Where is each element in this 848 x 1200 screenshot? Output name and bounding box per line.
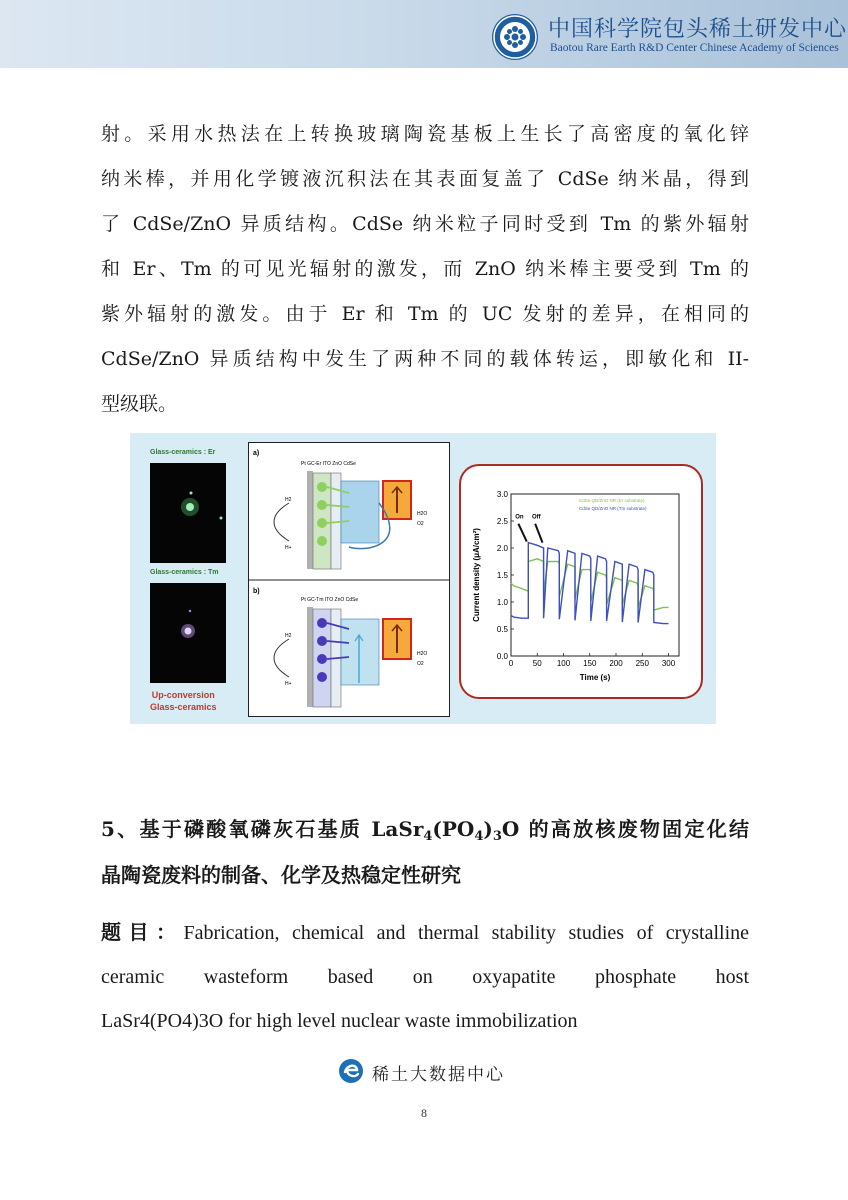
org-name-cn: 中国科学院包头稀土研发中心 <box>548 17 848 42</box>
x-tick-label: 200 <box>609 659 623 668</box>
y-tick-label: 1.0 <box>496 598 508 607</box>
title-line-1: 题目：Fabrication, chemical and thermal stability studies of crystalline <box>101 920 750 944</box>
er-photo <box>150 463 226 563</box>
y-tick-label: 2.5 <box>496 517 508 526</box>
arrow-off <box>535 524 542 543</box>
section-heading <box>101 808 749 896</box>
o2-label-a: O2 <box>417 521 424 527</box>
paragraph-line: 和 Er、Tm 的可见光辐射的激发，而 ZnO 纳米棒主要受到 Tm 的 <box>101 258 749 280</box>
y-tick-label: 2.0 <box>496 544 508 553</box>
x-tick-label: 300 <box>661 659 676 668</box>
x-tick-label: 100 <box>556 659 571 668</box>
label-glass-er: Glass-ceramics : Er <box>150 449 216 456</box>
y-tick-label: 1.5 <box>496 571 508 580</box>
cas-logo-icon <box>492 14 538 60</box>
page-number: 8 <box>421 1106 427 1120</box>
figure <box>130 433 716 724</box>
paragraph-line: 紫外辐射的激发。由于 Er 和 Tm 的 UC 发射的差异，在相同的 <box>101 303 749 325</box>
paragraph-line: 型级联。 <box>101 393 178 415</box>
title-line-2: ceramic wasteform based on oxyapatite phosphate host <box>101 966 749 988</box>
annotation-off: Off <box>532 514 541 521</box>
paragraph-line: CdSe/ZnO 异质结构中发生了两种不同的载体转运，即敏化和 II- <box>101 348 749 370</box>
hplus-label-b: H+ <box>285 681 292 687</box>
legend-entry-1: CdSe QD/ZnO NR (Er substrate) <box>579 498 645 503</box>
y-tick-label: 0.0 <box>496 652 508 661</box>
layers-a-label: Pt GC-Er ITO ZnO CdSe <box>301 461 356 467</box>
series-line-2 <box>511 543 669 624</box>
x-tick-label: 250 <box>635 659 649 668</box>
current-density-chart <box>461 466 701 697</box>
legend-entry-2: CdSe QD/ZnO NR (Tm substrate) <box>579 506 647 511</box>
x-tick-label: 150 <box>583 659 597 668</box>
page-header <box>0 0 848 68</box>
glass-ceramics-caption: Up-conversion Glass-ceramics <box>150 690 217 712</box>
org-name-en: Baotou Rare Earth R&D Center Chinese Academy of Sciences <box>550 42 839 54</box>
h2o-label-b: H2O <box>417 651 428 657</box>
y-axis-label: Current density (μA/cm²) <box>472 528 481 622</box>
schematic-panel <box>248 442 450 717</box>
label-glass-tm: Glass-ceramics : Tm <box>150 569 219 576</box>
series-line-1 <box>511 559 669 610</box>
x-axis-label: Time (s) <box>579 673 611 682</box>
heading-line-2: 晶陶瓷废料的制备、化学及热稳定性研究 <box>101 863 461 887</box>
paragraph-line: 射。采用水热法在上转换玻璃陶瓷基板上生长了高密度的氧化锌 <box>101 123 749 145</box>
footer-text: 稀土大数据中心 <box>372 1065 505 1085</box>
heading-line-1: 5、基于磷酸氧磷灰石基质 $LaSr_4(PO_4)_3O$ 的高放核废物固定化结 <box>101 817 749 844</box>
y-tick-label: 3.0 <box>496 490 508 499</box>
layers-b-label: Pt GC-Tm ITO ZnO CdSe <box>301 597 359 603</box>
x-tick-label: 50 <box>532 659 542 668</box>
h2-label-a: H2 <box>285 497 292 503</box>
annotation-on: On <box>515 514 524 521</box>
body-paragraph <box>101 112 749 427</box>
paragraph-line: 了 CdSe/ZnO 异质结构。CdSe 纳米粒子同时受到 Tm 的紫外辐射 <box>101 213 749 235</box>
arrow-on <box>518 524 526 542</box>
y-tick-label: 0.5 <box>496 625 508 634</box>
title-line-3: LaSr4(PO4)3O for high level nuclear waste immobilization <box>101 1010 578 1032</box>
h2-label-b: H2 <box>285 633 292 639</box>
o2-label-b: O2 <box>417 661 424 667</box>
panel-b-label: b) <box>253 588 260 595</box>
tm-photo <box>150 583 226 683</box>
paper-title <box>101 910 749 1043</box>
big-data-center-logo-icon <box>338 1058 364 1084</box>
chart-panel <box>459 464 703 699</box>
x-tick-label: 0 <box>508 659 514 668</box>
panel-a-label: a) <box>253 450 260 457</box>
h2o-label-a: H2O <box>417 511 428 517</box>
paragraph-line: 纳米棒，并用化学镀液沉积法在其表面复盖了 CdSe 纳米晶，得到 <box>101 168 749 190</box>
hplus-label-a: H+ <box>285 545 292 551</box>
